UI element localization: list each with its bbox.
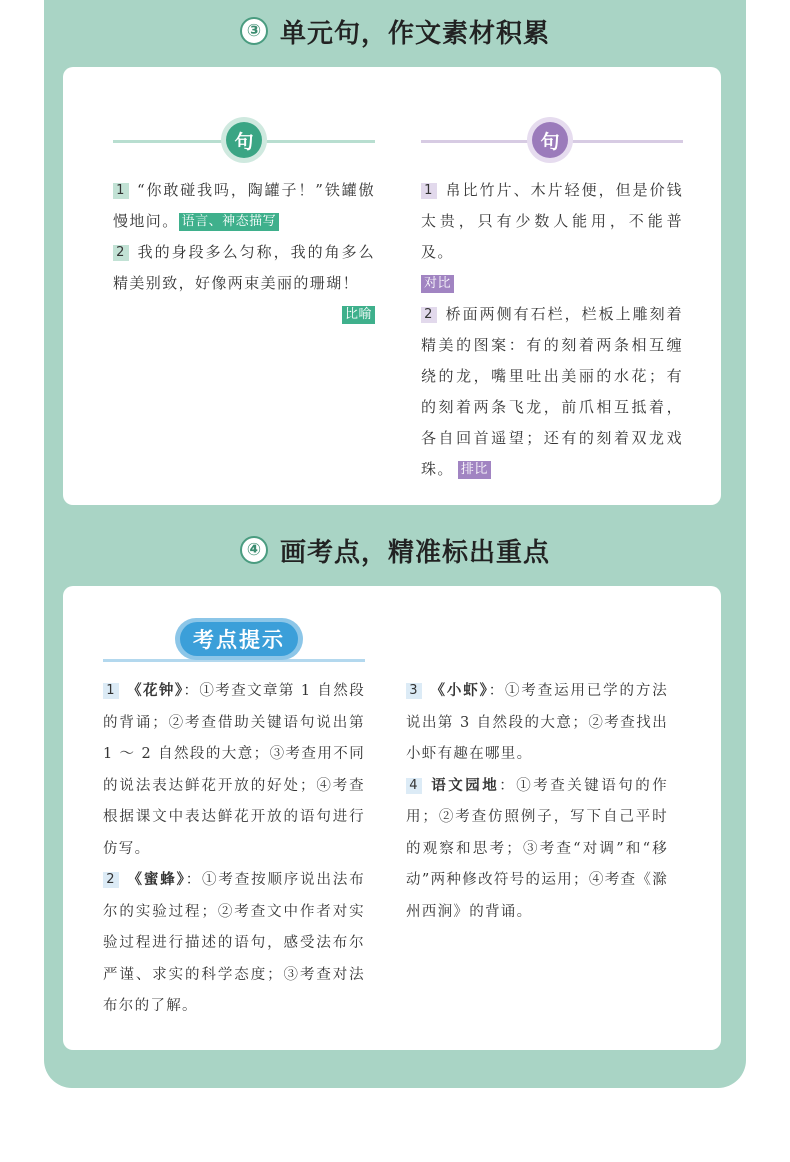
sentence-item [113,175,375,237]
lesson-title: 语文园地 [430,777,500,794]
exam-point-item [406,771,668,929]
item-number: 1 [421,183,437,199]
sentence-text: 桥面两侧有石栏，栏板上雕刻着精美的图案：有的刻着两条相互缠绕的龙，嘴里吐出美丽的水花；有的刻着两条飞龙，前爪相互抵着，各自回首遥望；还有的刻着双龙戏珠。 [421,305,683,478]
section-3-heading [44,11,746,51]
section-number-badge: ④ [240,536,268,564]
lesson-title: 《蜜蜂》 [127,872,186,888]
exam-points-card [63,586,721,1050]
sentence-column-left [113,117,375,330]
sentence-item [113,237,375,299]
exam-point-item [103,865,365,1023]
item-number: 3 [406,683,422,699]
exam-points-badge: 考点提示 [175,618,303,660]
tag-row [421,268,683,299]
sentence-item [421,175,683,268]
technique-tag: 对比 [421,275,454,293]
exam-points-header [103,618,365,668]
point-text: ：①考查关键语句的作用；②考查仿照例子，写下自己平时的观察和思考；③考查“对调”和“移动”两种修改符号的运用；④考查《滁州西涧》的背诵。 [406,777,669,920]
lesson-title: 《小虾》 [430,683,489,699]
sentence-header [421,117,683,163]
technique-tag: 比喻 [342,306,375,324]
sentence-item [421,299,683,485]
sentence-column-right [421,117,683,485]
sentence-badge: 句 [527,117,573,163]
sentence-header [113,117,375,163]
sentence-text: 我的身段多么匀称，我的角多么精美别致，好像两束美丽的珊瑚！ [113,243,375,292]
exam-point-item [103,676,365,865]
sentence-badge: 句 [221,117,267,163]
item-number: 2 [113,245,129,261]
tag-row [113,299,375,330]
exam-points-column-right [406,676,668,928]
section-number-badge: ③ [240,17,268,45]
exam-point-item [406,676,668,771]
point-text: ：①考查文章第 1 自然段的背诵；②考查借助关键语句说出第 1 ～ 2 自然段的大意；③考查用不同的说法表达鲜花开放的好处；④考查根据课文中表达鲜花开放的语句进行仿写。 [103,683,365,857]
item-number: 1 [103,683,119,699]
item-number: 2 [103,872,119,888]
lesson-title: 《花钟》 [127,683,184,699]
section-4-heading [44,530,746,570]
section-title: 单元句，作文素材积累 [279,18,550,49]
sentence-text: 帛比竹片、木片轻便，但是价钱太贵，只有少数人能用，不能普及。 [421,181,683,261]
exam-points-column-left [103,676,365,1023]
item-number: 4 [406,778,422,794]
point-text: ：①考查运用已学的方法说出第 3 自然段的大意；②考查找出小虾有趣在哪里。 [406,683,668,762]
item-number: 2 [421,307,437,323]
technique-tag: 排比 [458,461,491,479]
point-text: ：①考查按顺序说出法布尔的实验过程；②考查文中作者对实验过程进行描述的语句，感受法布尔严谨、求实的科学态度；③考查对法布尔的了解。 [103,872,365,1014]
sentence-card [63,67,721,505]
item-number: 1 [113,183,129,199]
technique-tag: 语言、神态描写 [179,213,280,231]
section-title: 画考点，精准标出重点 [279,537,550,568]
sentence-text: “你敢碰我吗，陶罐子！”铁罐傲慢地问。 [113,181,375,230]
